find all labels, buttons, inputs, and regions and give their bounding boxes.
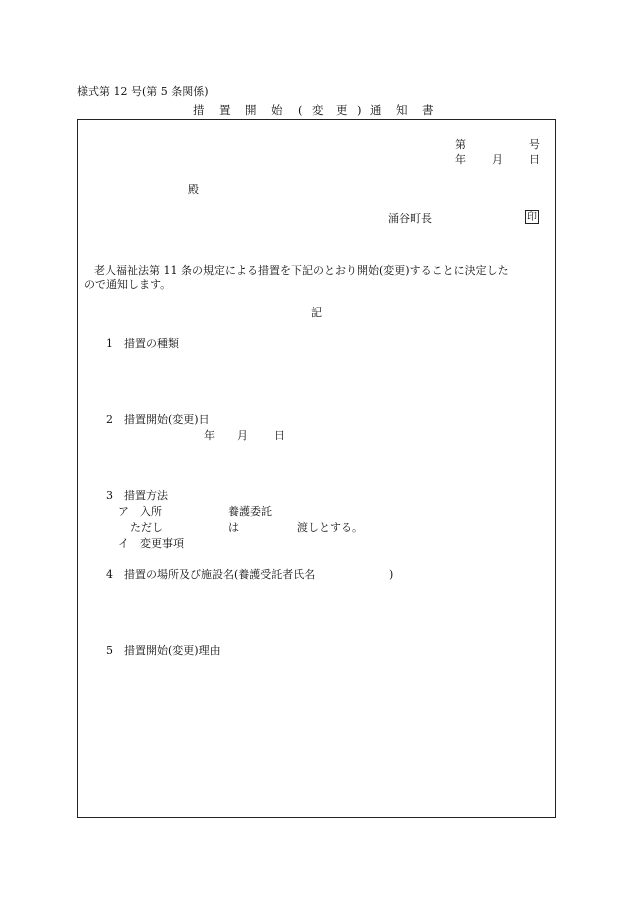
date-day-label: 日 (529, 153, 540, 166)
item-3-a-type: 養護委託 (228, 505, 272, 518)
item-1-label: 1 措置の種類 (106, 337, 179, 350)
item-2-day-label: 日 (274, 429, 285, 442)
title-char: 開 (245, 103, 257, 117)
item-2-label: 2 措置開始(変更)日 (106, 413, 210, 426)
item-4-label: 4 措置の場所及び施設名(養護受託者氏名 (106, 568, 316, 581)
body-line-1: 老人福祉法第 11 条の規定による措置を下記のとおり開始(変更)することに決定した (94, 264, 509, 277)
body-line-2: ので通知します。 (84, 278, 172, 291)
title-char: ( (298, 103, 303, 117)
title-char: 更 (336, 103, 348, 117)
title-char: 措 (193, 103, 205, 117)
item-2-month-label: 月 (237, 429, 248, 442)
seal-mark: 印 (527, 212, 537, 223)
ki-heading: 記 (311, 306, 322, 319)
item-5-label: 5 措置開始(変更)理由 (106, 644, 221, 657)
title-char: 知 (396, 103, 408, 117)
title-char: 変 (312, 103, 324, 117)
issuer-name: 涌谷町長 (388, 212, 432, 225)
item-3-watashi: 渡しとする。 (297, 521, 363, 534)
date-month-label: 月 (492, 153, 503, 166)
form-frame (77, 119, 556, 818)
doc-no-suffix: 号 (529, 138, 540, 151)
date-year-label: 年 (455, 153, 466, 166)
title-char: 始 (271, 103, 283, 117)
form-number: 様式第 12 号(第 5 条関係) (77, 85, 209, 98)
item-3-label: 3 措置方法 (106, 489, 168, 502)
item-3-tadashi: ただし (130, 521, 163, 534)
doc-no-prefix: 第 (455, 138, 466, 151)
item-3-i-label: イ 変更事項 (118, 537, 184, 550)
item-4-close-paren: ) (389, 568, 394, 581)
title-char: ) (357, 103, 362, 117)
title-char: 通 (370, 103, 382, 117)
title-char: 置 (219, 103, 231, 117)
item-3-ha: は (228, 521, 239, 534)
item-2-year-label: 年 (204, 429, 215, 442)
addressee-suffix: 殿 (188, 183, 199, 196)
item-3-a-label: ア 入所 (118, 505, 162, 518)
title-char: 書 (422, 103, 434, 117)
